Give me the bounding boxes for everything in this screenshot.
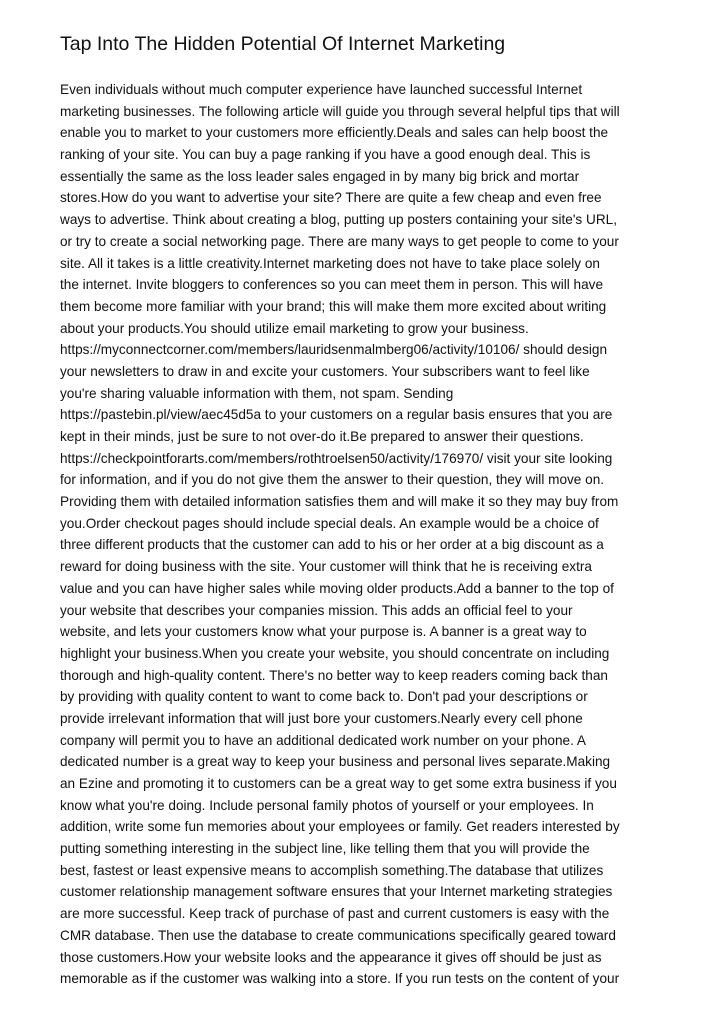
body-line: Even individuals without much computer experience have launched successful Internet xyxy=(60,82,583,97)
body-line: are more successful. Keep track of purchase of past and current customers is easy with the xyxy=(60,906,610,922)
body-line: https://checkpointforarts.com/members/rothtroelsen50/activity/176970/ visit your site looking xyxy=(60,450,613,466)
body-line: them become more familiar with your brand; this will make them more excited about writing xyxy=(60,298,607,314)
body-line: https://pastebin.pl/view/aec45d5a to your customers on a regular basis ensures that you are xyxy=(60,407,613,423)
body-line: dedicated number is a great way to keep your business and personal lives separate.Making xyxy=(60,754,611,770)
body-line: about your products.You should utilize email marketing to grow your business. xyxy=(60,320,529,336)
body-line: ranking of your site. You can buy a page ranking if you have a good enough deal. This is xyxy=(60,147,591,163)
body-line: know what you're doing. Include personal family photos of yourself or your employees. In xyxy=(60,797,594,813)
body-line: stores.How do you want to advertise your site? There are quite a few cheap and even free xyxy=(60,190,602,206)
body-line: provide irrelevant information that will just bore your customers.Nearly every cell phone xyxy=(60,710,583,726)
body-line: value and you can have higher sales while moving older products.Add a banner to the top of xyxy=(60,580,614,596)
body-line: marketing businesses. The following article will guide you through several helpful tips that will xyxy=(60,103,620,119)
body-line: Providing them with detailed information satisfies them and will make it so they may buy from xyxy=(60,494,619,510)
page-title: Tap Into The Hidden Potential Of Internet Marketing xyxy=(60,33,506,55)
body-line: an Ezine and promoting it to customers can be a great way to get some extra business if you xyxy=(60,776,617,791)
body-line: memorable as if the customer was walking into a store. If you run tests on the content of your xyxy=(60,971,620,987)
body-line: thorough and high-quality content. There's no better way to keep readers coming back than xyxy=(60,667,608,683)
body-line: three different products that the customer can add to his or her order at a big discount as a xyxy=(60,537,604,553)
body-line: you.Order checkout pages should include special deals. An example would be a choice of xyxy=(60,515,599,531)
body-line: essentially the same as the loss leader sales engaged in by many big brick and mortar xyxy=(60,168,580,184)
body-line: those customers.How your website looks and the appearance it gives off should be just as xyxy=(60,949,602,965)
body-line: the internet. Invite bloggers to conferences so you can meet them in person. This will have xyxy=(60,277,604,293)
body-line: https://myconnectcorner.com/members/lauridsenmalmberg06/activity/10106/ should design xyxy=(60,342,608,358)
body-line: for information, and if you do not give them the answer to their question, they will move on. xyxy=(60,472,605,488)
body-line: reward for doing business with the site. Your customer will think that he is receiving extra xyxy=(60,559,592,575)
body-line: you're sharing valuable information with them, not spam. Sending xyxy=(60,385,454,401)
body-line: putting something interesting in the subject line, like telling them that you will provide the xyxy=(60,841,590,857)
body-line: your website that describes your companies mission. This adds an official feel to your xyxy=(60,602,573,618)
body-line: by providing with quality content to want to come back to. Don't pad your descriptions or xyxy=(60,689,588,705)
body-line: addition, write some fun memories about your employees or family. Get readers interested by xyxy=(60,819,620,835)
body-line: company will permit you to have an additional dedicated work number on your phone. A xyxy=(60,732,586,748)
body-line: best, fastest or least expensive means to accomplish something.The database that utilizes xyxy=(60,862,604,878)
article-body xyxy=(60,79,660,990)
body-line: site. All it takes is a little creativity.Internet marketing does not have to take place solely on xyxy=(60,255,600,271)
body-line: your newsletters to draw in and excite your customers. Your subscribers want to feel like xyxy=(60,363,590,379)
body-line: CMR database. Then use the database to create communications specifically geared toward xyxy=(60,927,616,943)
body-line: website, and lets your customers know what your purpose is. A banner is a great way to xyxy=(60,624,587,640)
body-line: highlight your business.When you create your website, you should concentrate on including xyxy=(60,645,610,661)
body-line: kept in their minds, just be sure to not over-do it.Be prepared to answer their questions. xyxy=(60,429,584,444)
body-line: customer relationship management software ensures that your Internet marketing strategies xyxy=(60,884,613,900)
body-line: enable you to market to your customers more efficiently.Deals and sales can help boost the xyxy=(60,125,609,141)
body-line: or try to create a social networking page. There are many ways to get people to come to your xyxy=(60,233,619,249)
body-line: ways to advertise. Think about creating a blog, putting up posters containing your site's URL, xyxy=(60,212,617,228)
